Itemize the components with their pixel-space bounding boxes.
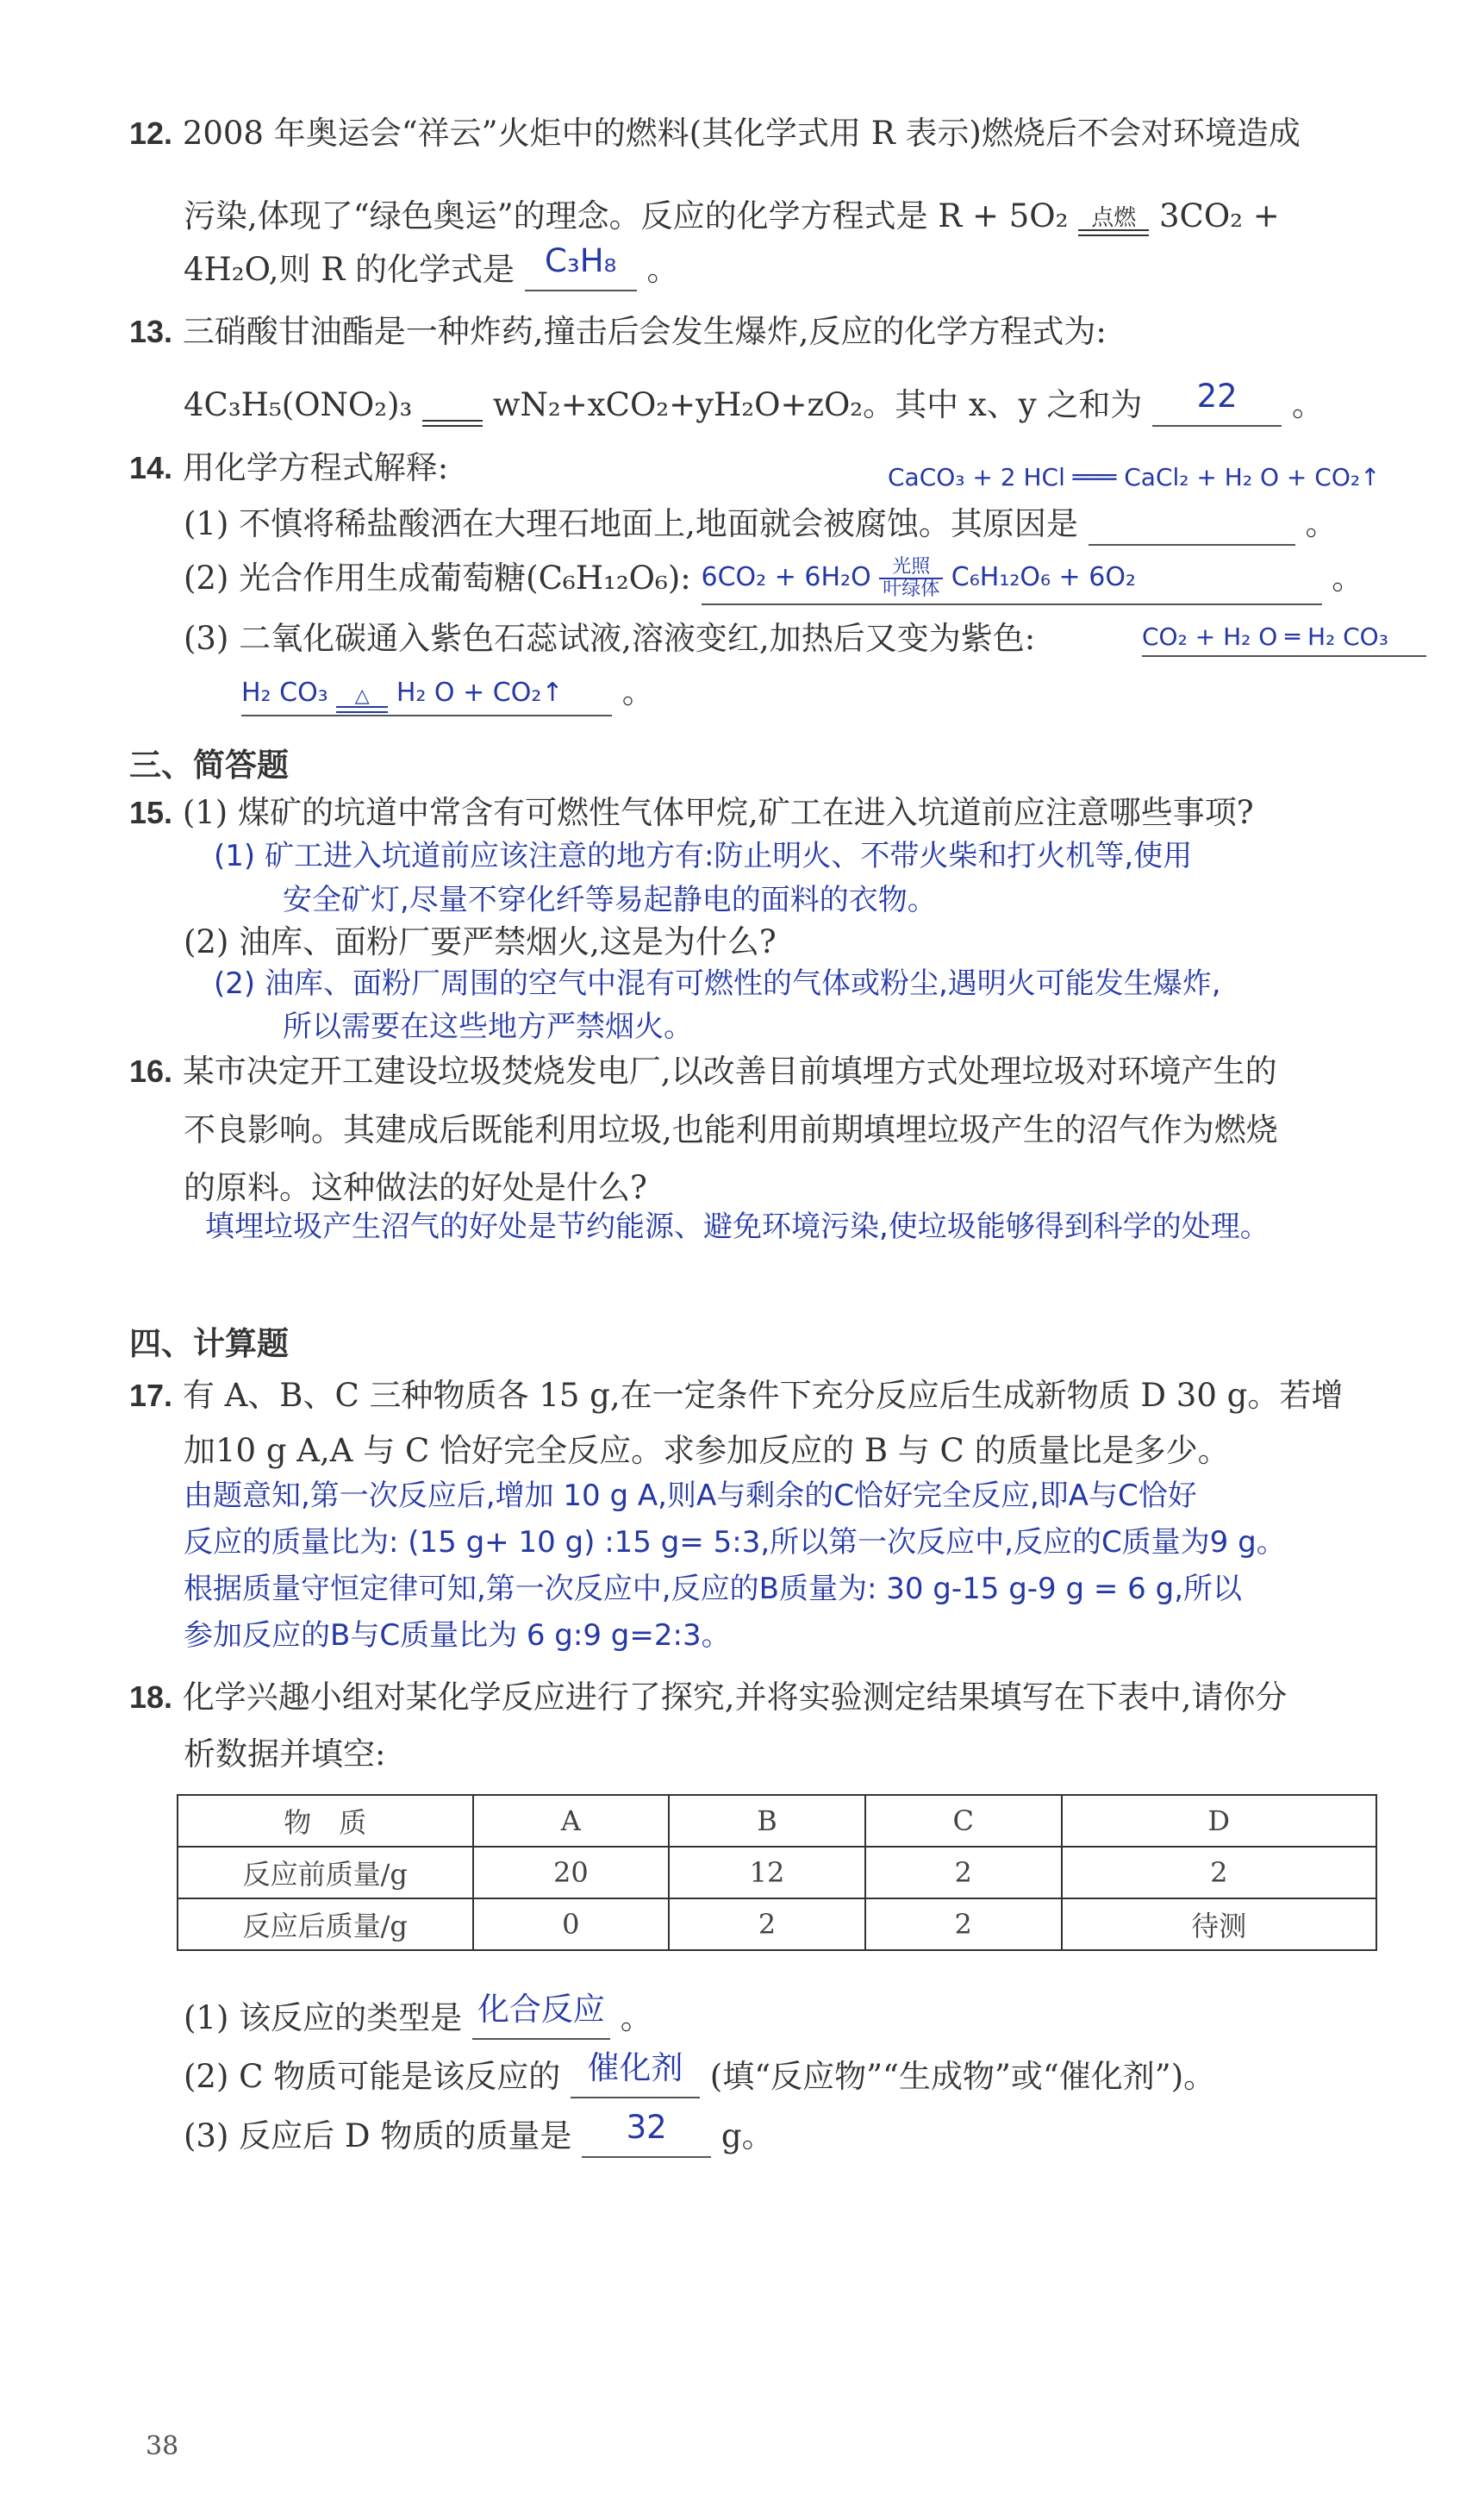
q18-text-1: 化学兴趣小组对某化学反应进行了探究,并将实验测定结果填写在下表中,请你分 [182, 1679, 1288, 1716]
q14-item3 [184, 619, 1035, 659]
q14-item2-text: (2) 光合作用生成葡萄糖(C₆H₁₂O₆): [184, 560, 691, 597]
table-header-cell: A [473, 1795, 670, 1847]
table-header-cell: B [669, 1795, 865, 1847]
q18-item2 [184, 2049, 1216, 2098]
q17-answer-line3: 根据质量守恒定律可知,第一次反应中,反应的B质量为: 30 g-15 g-9 g = 6 g,所以 [184, 1572, 1242, 1606]
q14-item3-end: 。 [621, 673, 654, 710]
q16-text-1: 某市决定开工建设垃圾焚烧发电厂,以改善目前填埋方式处理垃圾对环境产生的 [182, 1053, 1277, 1090]
q14-answer-2-condition [879, 557, 943, 600]
q12-line1 [129, 114, 1301, 153]
q15-item2-text: (2) 油库、面粉厂要严禁烟火,这是为什么? [184, 923, 777, 960]
q14-item1-end: 。 [1305, 505, 1338, 542]
q14-item1-blank[interactable] [1089, 504, 1295, 546]
q14-number: 14. [129, 450, 173, 485]
q13-answer-blank[interactable] [1152, 378, 1282, 427]
q14-text-1: 用化学方程式解释: [182, 449, 449, 486]
q15-item1 [129, 793, 1254, 833]
q14-cond-bottom: 叶绿体 [883, 578, 940, 600]
q17-line2: 加10 g A,A 与 C 恰好完全反应。求参加反应的 B 与 C 的质量比是多少。 [184, 1432, 1230, 1469]
q14-answer-3b-right: H₂ O + CO₂↑ [396, 678, 564, 708]
q17-text-1: 有 A、B、C 三种物质各 15 g,在一定条件下充分反应后生成新物质 D 30 g。若增 [182, 1377, 1344, 1414]
q14-item1-text: (1) 不慎将稀盐酸洒在大理石地面上,地面就会被腐蚀。其原因是 [184, 505, 1078, 542]
q18-item1-end: 。 [620, 1999, 652, 2036]
q14-answer-3a: CO₂ + H₂ O ═ H₂ CO₃ [1142, 619, 1426, 657]
q12-answer: C₃H₈ [545, 242, 617, 279]
page-number: 38 [146, 2431, 179, 2461]
q14-cond-top: 光照 [879, 557, 943, 579]
q14-answer-2b: C₆H₁₂O₆ + 6O₂ [951, 562, 1136, 592]
table-cell: 反应后质量/g [178, 1898, 473, 1950]
q12-answer-blank[interactable] [525, 242, 637, 291]
q15-answer-2-line1: (2) 油库、面粉厂周围的空气中混有可燃性的气体或粉尘,遇明火可能发生爆炸, [214, 966, 1221, 1001]
table-header-cell: D [1062, 1795, 1376, 1847]
table-cell: 待测 [1062, 1898, 1376, 1950]
table-cell: 20 [473, 1847, 670, 1898]
q13-text-1: 三硝酸甘油酯是一种炸药,撞击后会发生爆炸,反应的化学方程式为: [182, 313, 1107, 350]
table-cell: 2 [865, 1847, 1062, 1898]
q14-item3-text: (3) 二氧化碳通入紫色石蕊试液,溶液变红,加热后又变为紫色: [184, 620, 1036, 657]
q18-answer-3: 32 [626, 2109, 667, 2146]
q16-line3: 的原料。这种做法的好处是什么? [184, 1169, 647, 1206]
q13-end: 。 [1291, 386, 1324, 423]
q18-item3-end: g。 [721, 2117, 774, 2154]
q13-equals [422, 420, 483, 427]
q13-line2 [184, 378, 1324, 427]
table-cell: 2 [669, 1898, 865, 1950]
section-3-heading: 三、简答题 [129, 747, 289, 784]
q18-item3-blank[interactable] [582, 2109, 711, 2158]
q18-item1-text: (1) 该反应的类型是 [184, 1999, 463, 2036]
q12-number: 12. [129, 116, 173, 151]
q18-line2: 析数据并填空: [184, 1735, 386, 1773]
q18-number: 18. [129, 1679, 173, 1715]
q13-line1 [129, 312, 1107, 352]
q17-line1 [129, 1376, 1343, 1416]
table-cell: 2 [865, 1898, 1062, 1950]
q14-answer-1: CaCO₃ + 2 HCl ═══ CaCl₂ + H₂ O + CO₂↑ [888, 463, 1381, 491]
q16-answer: 填埋垃圾产生沼气的好处是节约能源、避免环境污染,使垃圾能够得到科学的处理。 [205, 1210, 1269, 1244]
q15-answer-2-line2: 所以需要在这些地方严禁烟火。 [283, 1010, 693, 1044]
q18-answer-1: 化合反应 [477, 1991, 605, 2028]
table-header-row [178, 1795, 1376, 1847]
q18-line1 [129, 1678, 1287, 1717]
q12-text-1: 2008 年奥运会“祥云”火炬中的燃料(其化学式用 R 表示)燃烧后不会对环境造成 [182, 115, 1301, 152]
q14-heat-symbol: △ [354, 685, 370, 707]
q18-item3 [184, 2109, 774, 2158]
q14-item3-line2 [241, 672, 654, 716]
q14-answer-2a: 6CO₂ + 6H₂O [701, 562, 871, 592]
table-header-cell: C [865, 1795, 1062, 1847]
q12-text-2a: 污染,体现了“绿色奥运”的理念。反应的化学方程式是 R + 5O₂ [184, 197, 1069, 234]
q18-answer-2: 催化剂 [587, 2049, 683, 2086]
q18-data-table [177, 1794, 1377, 1951]
q13-eq-right: wN₂+xCO₂+yH₂O+zO₂。其中 x、y 之和为 [492, 386, 1143, 423]
q15-item2 [184, 922, 777, 962]
q14-item3-blank[interactable] [241, 672, 612, 716]
table-cell: 12 [669, 1847, 865, 1898]
q14-item2-end: 。 [1332, 560, 1364, 597]
q14-item2 [184, 555, 1364, 605]
table-row [178, 1847, 1376, 1898]
q13-eq-left: 4C₃H₅(ONO₂)₃ [184, 386, 413, 423]
q14-answer-3b-left: H₂ CO₃ [241, 678, 328, 708]
q18-item2-text: (2) C 物质可能是该反应的 [184, 2058, 561, 2095]
q18-item3-text: (3) 反应后 D 物质的质量是 [184, 2117, 572, 2154]
q16-line2: 不良影响。其建成后既能利用垃圾,也能利用前期填埋垃圾产生的沼气作为燃烧 [184, 1111, 1278, 1148]
table-header-cell: 物 质 [178, 1795, 473, 1847]
q14-item2-blank[interactable] [701, 555, 1322, 605]
q15-item1-text: (1) 煤矿的坑道中常含有可燃性气体甲烷,矿工在进入坑道前应注意哪些事项? [182, 794, 1254, 831]
table-cell: 反应前质量/g [178, 1847, 473, 1898]
q12-line3 [184, 242, 679, 291]
q15-answer-1-line2: 安全矿灯,尽量不穿化纤等易起静电的面料的衣物。 [283, 883, 937, 917]
q14-answer-3b-condition [336, 687, 388, 713]
q15-number: 15. [129, 795, 173, 830]
q17-answer-line2: 反应的质量比为: (15 g+ 10 g) :15 g= 5:3,所以第一次反应中,反应的C质量为9 g。 [184, 1525, 1286, 1560]
q18-item1-blank[interactable] [472, 1991, 610, 2040]
q18-item1 [184, 1991, 652, 2040]
q15-answer-1-line1: (1) 矿工进入坑道前应该注意的地方有:防止明火、不带火柴和打火机等,使用 [214, 839, 1193, 873]
q16-line1 [129, 1052, 1277, 1091]
q16-number: 16. [129, 1054, 173, 1089]
table-cell: 2 [1062, 1847, 1376, 1898]
q12-text-3a: 4H₂O,则 R 的化学式是 [184, 251, 515, 288]
q12-line2 [184, 197, 1280, 236]
q13-answer: 22 [1196, 378, 1238, 415]
table-cell: 0 [473, 1898, 670, 1950]
q12-end: 。 [646, 251, 679, 288]
q12-text-2b: 3CO₂ + [1158, 197, 1280, 234]
q12-reaction-condition [1078, 207, 1149, 236]
q12-condition-label: 点燃 [1091, 205, 1137, 231]
q17-answer-line4: 参加反应的B与C质量比为 6 g:9 g=2:3。 [184, 1618, 731, 1653]
section-4-heading: 四、计算题 [129, 1325, 289, 1362]
q18-item2-end: (填“反应物”“生成物”或“催化剂”)。 [709, 2058, 1216, 2095]
q17-answer-line1: 由题意知,第一次反应后,增加 10 g A,则A与剩余的C恰好完全反应,即A与C恰好 [184, 1479, 1197, 1513]
q14-line1 [129, 448, 448, 488]
q17-number: 17. [129, 1378, 173, 1413]
q13-number: 13. [129, 314, 173, 349]
table-row [178, 1898, 1376, 1950]
q14-item1 [184, 504, 1337, 546]
q18-item2-blank[interactable] [571, 2049, 700, 2098]
